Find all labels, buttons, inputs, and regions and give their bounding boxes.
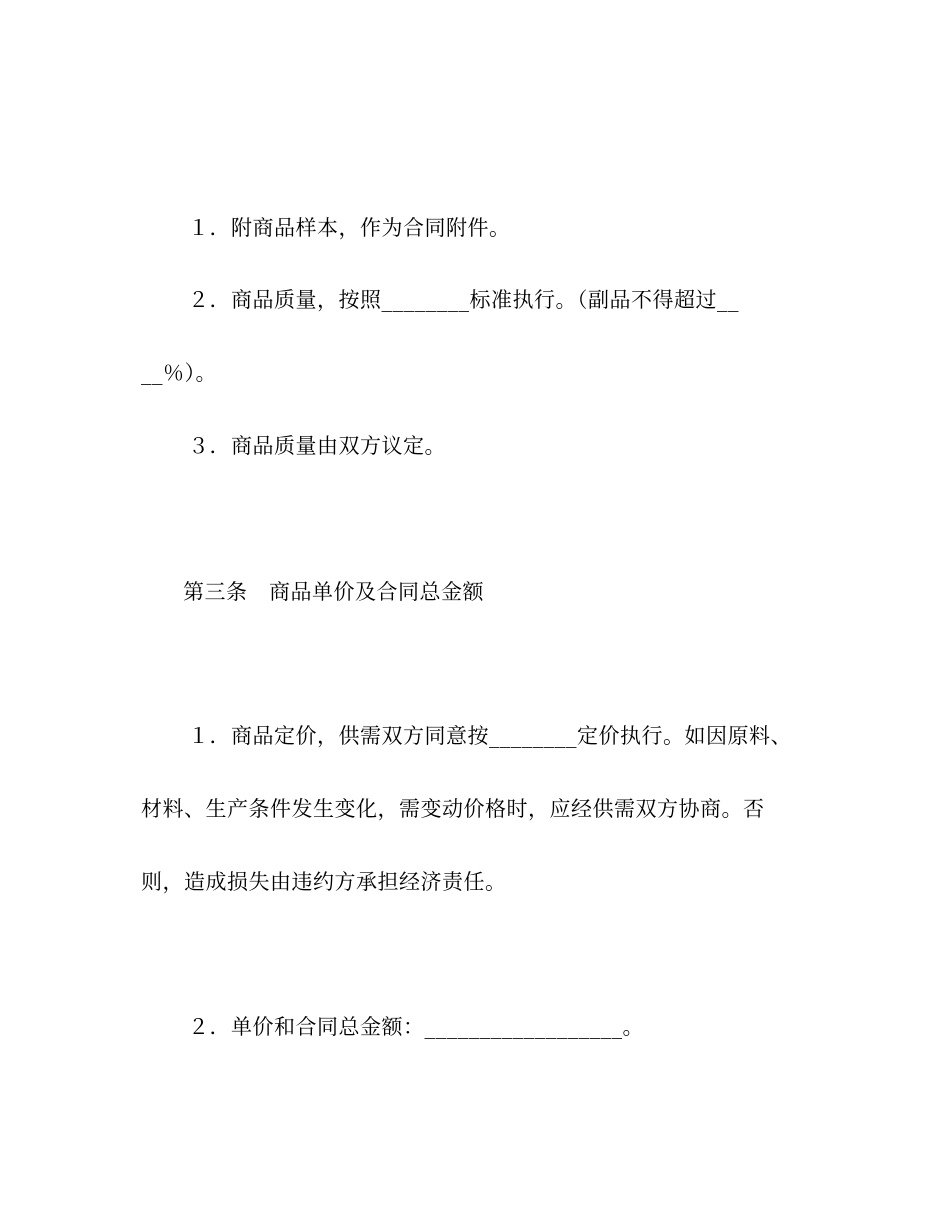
quality-item-2-continued: __％）。 bbox=[141, 361, 217, 385]
quality-item-3: ３．商品质量由双方议定。 bbox=[188, 434, 446, 458]
quality-item-1: １．附商品样本，作为合同附件。 bbox=[188, 216, 511, 240]
quality-item-2: ２．商品质量，按照________标准执行。（副品不得超过__ bbox=[188, 288, 739, 312]
price-item-1-continued-a: 材料、生产条件发生变化，需变动价格时，应经供需双方协商。否 bbox=[141, 797, 765, 821]
price-item-1: １．商品定价，供需双方同意按________定价执行。如因原料、 bbox=[188, 724, 792, 748]
price-item-2: ２．单价和合同总金额：__________________。 bbox=[188, 1015, 644, 1039]
section-heading-article-3: 第三条 商品单价及合同总金额 bbox=[183, 580, 484, 604]
price-item-1-continued-b: 则，造成损失由违约方承担经济责任。 bbox=[141, 870, 507, 894]
